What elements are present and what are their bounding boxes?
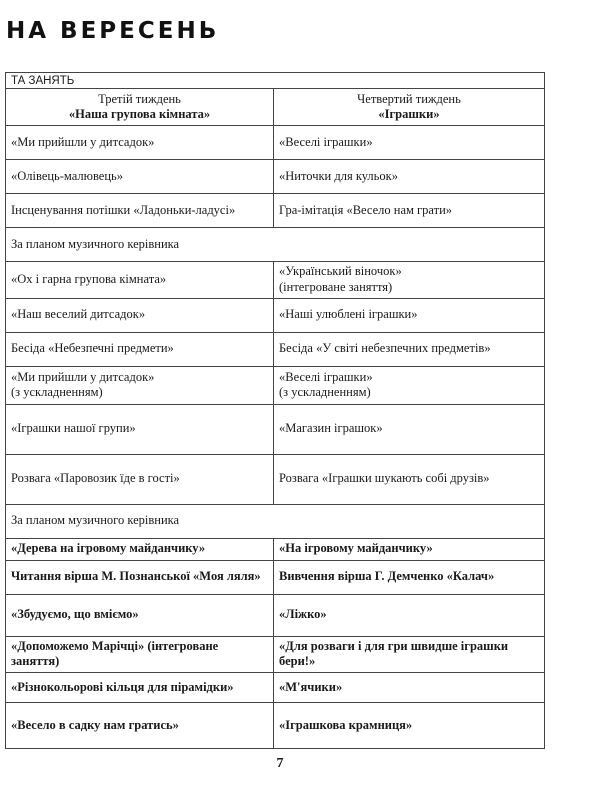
week-3-cell: «Дерева на ігровому майданчику» — [6, 538, 274, 560]
table-row — [6, 262, 545, 298]
week-4-cell: «Веселі іграшки» — [274, 126, 545, 160]
week-4-cell: «Для розваги і для гри швидше іграшки бери!» — [274, 636, 545, 672]
week-3-cell: «Ох і гарна групова кімната» — [6, 262, 274, 298]
section-cell: За планом музичного керівника — [6, 228, 545, 262]
header-week-4 — [274, 89, 545, 126]
table-row — [6, 366, 545, 404]
header-week-3-label: Третій тиждень — [98, 91, 181, 106]
week-4-cell: «Ліжко» — [274, 594, 545, 636]
table-row — [6, 404, 545, 454]
header-week-3 — [6, 89, 274, 126]
header-week-4-theme: «Іграшки» — [378, 107, 440, 122]
week-3-cell: «Збудуємо, що вміємо» — [6, 594, 274, 636]
table-row — [6, 298, 545, 332]
week-4-cell: Бесіда «У світі небезпечних предметів» — [274, 332, 545, 366]
week-3-cell: «Олівець-малювець» — [6, 160, 274, 194]
week-4-cell: Вивчення вірша Г. Демченко «Калач» — [274, 560, 545, 594]
table-row — [6, 160, 545, 194]
section-row — [6, 228, 545, 262]
week-3-cell: Бесіда «Небезпечні предмети» — [6, 332, 274, 366]
week-3-cell: Розвага «Паровозик їде в гості» — [6, 454, 274, 504]
week-4-cell: «Ниточки для кульок» — [274, 160, 545, 194]
table-header-row — [6, 89, 545, 126]
week-4-cell: «На ігровому майданчику» — [274, 538, 545, 560]
table-row — [6, 672, 545, 702]
week-3-cell: «Наш веселий дитсадок» — [6, 298, 274, 332]
week-4-cell: Розвага «Іграшки шукають собі друзів» — [274, 454, 545, 504]
week-3-cell: «Весело в садку нам гратись» — [6, 702, 274, 748]
plan-table — [5, 72, 545, 749]
page-heading: НА ВЕРЕСЕНЬ — [6, 18, 220, 44]
week-4-cell: «Український віночок» (інтегроване заняття) — [274, 262, 545, 298]
page-number: 7 — [276, 756, 284, 771]
section-cell: За планом музичного керівника — [6, 504, 545, 538]
week-3-cell: «Іграшки нашої групи» — [6, 404, 274, 454]
week-3-cell: Інсценування потішки «Ладоньки-ладусі» — [6, 194, 274, 228]
table-row — [6, 702, 545, 748]
table-row — [6, 126, 545, 160]
table-caption: ТА ЗАНЯТЬ — [6, 73, 545, 89]
table-row — [6, 538, 545, 560]
plan-table-body — [6, 73, 545, 749]
table-row — [6, 594, 545, 636]
header-week-4-label: Четвертий тиждень — [357, 91, 461, 106]
week-3-cell: «Різнокольорові кільця для пірамідки» — [6, 672, 274, 702]
table-caption-row — [6, 73, 545, 89]
table-row — [6, 332, 545, 366]
week-3-cell: Читання вірша М. Познанської «Моя ляля» — [6, 560, 274, 594]
week-4-cell: Гра-імітація «Весело нам грати» — [274, 194, 545, 228]
table-row — [6, 454, 545, 504]
header-week-3-theme: «Наша групова кімната» — [68, 107, 211, 122]
week-4-cell: «М'ячики» — [274, 672, 545, 702]
week-4-cell: «Наші улюблені іграшки» — [274, 298, 545, 332]
table-row — [6, 194, 545, 228]
week-3-cell: «Допоможемо Марічці» (інтегроване заняття) — [6, 636, 274, 672]
table-row — [6, 636, 545, 672]
table-row — [6, 560, 545, 594]
week-4-cell: «Іграшкова крамниця» — [274, 702, 545, 748]
section-row — [6, 504, 545, 538]
week-4-cell: «Веселі іграшки» (з ускладненням) — [274, 366, 545, 404]
week-4-cell: «Магазин іграшок» — [274, 404, 545, 454]
week-3-cell: «Ми прийшли у дитсадок» (з ускладненням) — [6, 366, 274, 404]
week-3-cell: «Ми прийшли у дитсадок» — [6, 126, 274, 160]
